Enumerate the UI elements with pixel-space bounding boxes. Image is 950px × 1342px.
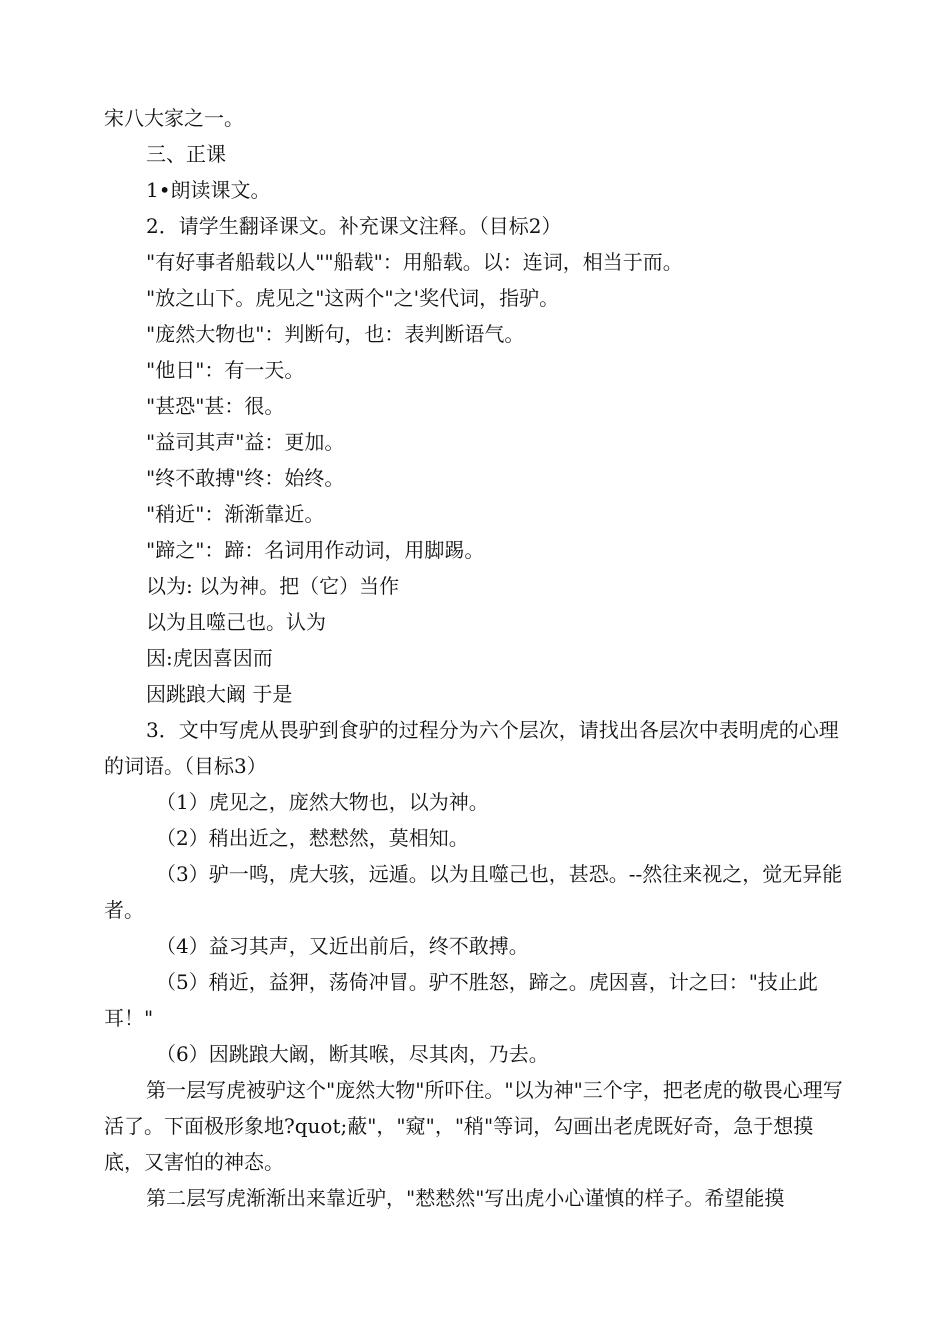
paragraph: 第一层写虎被驴这个"庞然大物"所吓住。"以为神"三个字，把老虎的敬畏心理写活了。下面极形象地?quot;蔽"，"窥"，"稍"等词，勾画出老虎既好奇，急于想摸底，又害怕的神态。 <box>104 1078 843 1174</box>
annotation-line: "他日"：有一天。 <box>146 358 305 382</box>
paragraph: 宋八大家之一。 <box>104 106 244 130</box>
annotation-line: 以为且噬己也。认为 <box>146 610 326 634</box>
paragraph: 3．文中写虎从畏驴到食驴的过程分为六个层次，请找出各层次中表明虎的心理的词语。（目标3） <box>104 718 839 778</box>
annotation-line: "甚恐"甚：很。 <box>146 394 285 418</box>
annotation-line: 以为: 以为神。把（它）当作 <box>146 574 400 598</box>
list-item: （5）稍近，益狎，荡倚冲冒。驴不胜怒，蹄之。虎因喜，计之曰："技止此耳！" <box>104 970 818 1030</box>
list-item: （1）虎见之，庞然大物也，以为神。 <box>156 790 489 814</box>
annotation-line: "庞然大物也"：判断句，也：表判断语气。 <box>146 322 525 346</box>
annotation-line: 因跳踉大阚 于是 <box>146 682 293 706</box>
list-item: （6）因跳踉大阚，断其喉，尽其肉，乃去。 <box>156 1042 549 1066</box>
annotation-line: "有好事者船载以人""船载"：用船载。以：连词，相当于而。 <box>146 250 683 274</box>
list-item: （4）益习其声，又近出前后，终不敢搏。 <box>156 934 529 958</box>
paragraph: 1•朗读课文。 <box>146 178 271 202</box>
annotation-line: "蹄之"：蹄：名词用作动词，用脚踢。 <box>146 538 485 562</box>
annotation-line: "放之山下。虎见之"这两个"之'奖代词，指驴。 <box>146 286 560 310</box>
annotation-line: "终不敢搏"终：始终。 <box>146 466 345 490</box>
list-item: （2）稍出近之，慭慭然，莫相知。 <box>156 826 469 850</box>
paragraph: 第二层写虎渐渐出来靠近驴，"慭慭然"写出虎小心谨慎的样子。希望能摸 <box>146 1186 785 1210</box>
section-heading: 三、正课 <box>146 142 226 166</box>
document-body <box>104 100 850 1216</box>
list-item: （3）驴一鸣，虎大骇，远遁。以为且噬己也，甚恐。--然往来视之，觉无异能者。 <box>104 862 843 922</box>
annotation-line: "稍近"：渐渐靠近。 <box>146 502 325 526</box>
paragraph: 2．请学生翻译课文。补充课文注释。（目标2） <box>146 214 562 238</box>
annotation-line: "益司其声"益：更加。 <box>146 430 345 454</box>
annotation-line: 因:虎因喜因而 <box>146 646 273 670</box>
